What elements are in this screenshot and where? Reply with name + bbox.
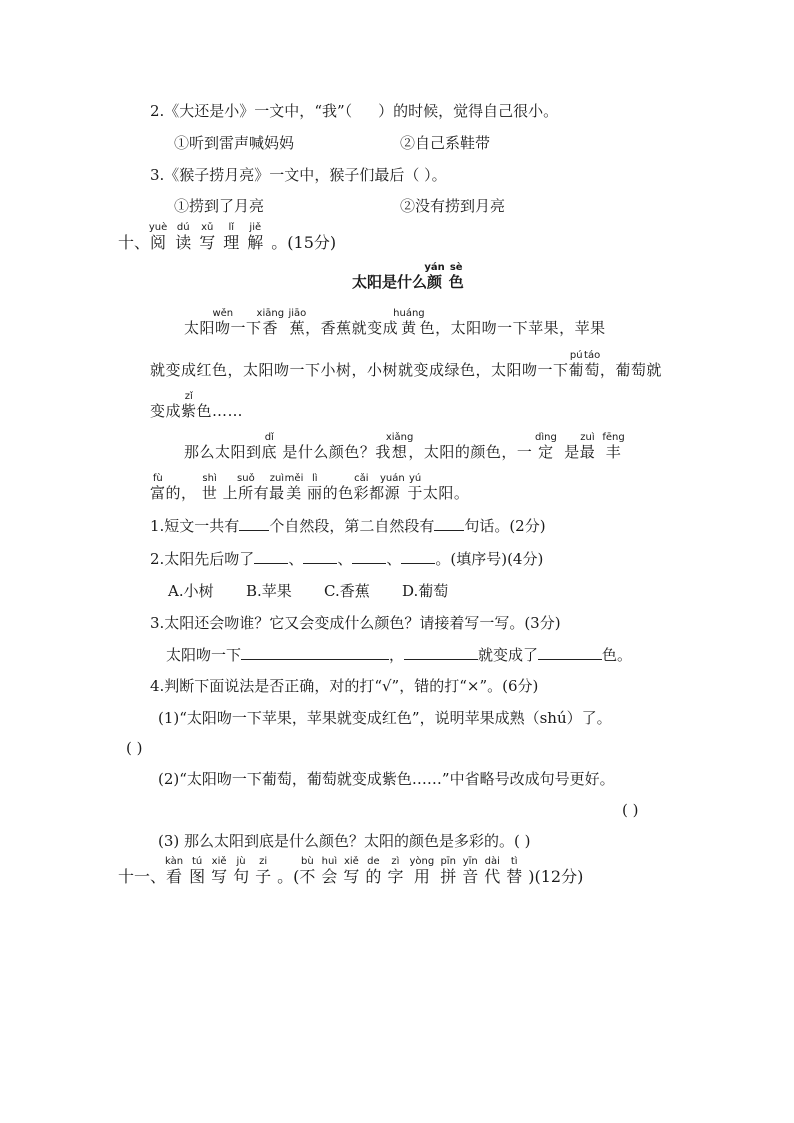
answer-blank[interactable] [352, 549, 386, 564]
pinyin-char: 世shì [201, 473, 218, 502]
pinyin-char: 底dǐ [261, 432, 278, 461]
story-title: 太阳是什么颜yán色sè [352, 262, 464, 291]
pinyin-char: 彩cǎi [353, 473, 370, 502]
subquestion-3-stem: 3.太阳还会吻谁？它又会变成什么颜色？请接着写一写。(3分) [150, 614, 561, 632]
subquestion-2: 2.太阳先后吻了 、 、 、 。(填序号)(4分) [150, 550, 544, 568]
option-c: C.香蕉 [324, 582, 370, 600]
pinyin-char: 写xǔ [199, 222, 216, 252]
judgement-2-answer[interactable]: ( ) [622, 801, 639, 819]
question-3-options [174, 196, 505, 216]
pinyin-char: 句jù [233, 856, 250, 886]
pinyin-char: 色sè [448, 262, 464, 291]
pinyin-char: 的de [365, 856, 382, 886]
pinyin-char: 美měi [284, 473, 304, 502]
pinyin-char: 替tì [506, 856, 523, 886]
pinyin-char: 拼pīn [440, 856, 457, 886]
story-paragraph-1-line-2: 就变成红色，太阳吻一下小树，小树就变成绿色，太阳吻一下葡pú萄táo，葡萄就 [150, 350, 662, 379]
subquestion-3-fill: 太阳吻一下 ， 就变成了 色。 [166, 646, 633, 664]
story-paragraph-2-line-1: 那么太阳到底dǐ 是什么颜色？我想xiǎng，太阳的颜色，一 定dìng 是最zuì 丰fēng [184, 432, 625, 461]
pinyin-char: 所suǒ [237, 473, 255, 502]
section-10-heading: 十、阅yuè读dú写xǔ理lǐ解jiě。(15分) [118, 222, 337, 252]
subquestion-1: 1.短文一共有 个自然段，第二自然段有 句话。(2分) [150, 517, 546, 535]
answer-blank[interactable] [254, 549, 288, 564]
pinyin-char: 吻wěn [212, 308, 234, 337]
pinyin-char: 富fù [150, 473, 166, 502]
pinyin-char: 黄huáng [393, 308, 425, 337]
pinyin-char: 定dìng [535, 432, 557, 461]
option-b: B.苹果 [246, 582, 292, 600]
q2-option-2: ②自己系鞋带 [400, 134, 491, 152]
subquestion-2-options [168, 581, 448, 601]
pinyin-char: 解jiě [247, 222, 264, 252]
story-paragraph-2-line-2: 富fù的， 世shì 上所suǒ有最zuì美měi 丽lì的色彩cǎi都源yuán 于yú太阳。 [150, 473, 470, 502]
pinyin-char: 紫zǐ [181, 391, 197, 420]
pinyin-char: 读dú [175, 222, 192, 252]
pinyin-char: 子zi [255, 856, 272, 886]
pinyin-char: 会huì [321, 856, 338, 886]
pinyin-char: 阅yuè [148, 222, 168, 252]
story-paragraph-1-line-1: 太阳吻wěn一下香xiāng 蕉jiāo，香蕉就变成黄huáng色，太阳吻一下苹果，苹果 [184, 308, 606, 337]
pinyin-char: 于yú [407, 473, 423, 502]
pinyin-char: 音yīn [462, 856, 479, 886]
pinyin-char: 字zì [387, 856, 404, 886]
pinyin-char: 不bù [299, 856, 316, 886]
pinyin-char: 想xiǎng [385, 432, 414, 461]
pinyin-char: 用yòng [409, 856, 435, 886]
pinyin-char: 源yuán [380, 473, 405, 502]
pinyin-char: 萄táo [584, 350, 601, 379]
pinyin-char: 蕉jiāo [288, 308, 307, 337]
pinyin-char: 理lǐ [223, 222, 240, 252]
pinyin-char: 看kàn [164, 856, 184, 886]
pinyin-char: 香xiāng [256, 308, 285, 337]
judgement-1: (1)“太阳吻一下苹果，苹果就变成红色”，说明苹果成熟（shú）了。 [158, 709, 612, 727]
pinyin-char: 葡pú [568, 350, 585, 379]
question-3-stem: 3.《猴子捞月亮》一文中，猴子们最后（ ）。 [150, 166, 447, 184]
answer-blank[interactable] [538, 645, 602, 660]
subquestion-4-stem: 4.判断下面说法是否正确，对的打“√”，错的打“×”。(6分) [150, 677, 539, 695]
judgement-1-answer[interactable]: ( ) [126, 739, 143, 757]
q3-option-2: ②没有捞到月亮 [400, 197, 506, 215]
story-paragraph-1-line-3: 变成紫zǐ色…… [150, 391, 244, 420]
answer-blank[interactable] [404, 645, 478, 660]
pinyin-char: 代dài [484, 856, 501, 886]
q2-option-1: ①听到雷声喊妈妈 [174, 134, 295, 152]
pinyin-char: 写xiě [211, 856, 228, 886]
pinyin-char: 丰fēng [602, 432, 625, 461]
answer-blank[interactable] [241, 645, 389, 660]
answer-blank[interactable] [401, 549, 435, 564]
section-11-heading: 十一、看kàn图tú写xiě句jù子zi。(不bù会huì写xiě的de字zì用yòng拼pīn音yīn代dài替tì)(12分) [118, 856, 584, 886]
pinyin-char: 最zuì [579, 432, 596, 461]
judgement-3: (3) 那么太阳到底是什么颜色？太阳的颜色是多彩的。( ) [158, 832, 531, 850]
pinyin-char: 丽lì [307, 473, 323, 502]
judgement-2: (2)“太阳吻一下葡萄，葡萄就变成紫色……”中省略号改成句号更好。 [158, 770, 615, 788]
pinyin-char: 写xiě [343, 856, 360, 886]
question-2-stem: 2.《大还是小》一文中，“我”（ ）的时候，觉得自己很小。 [150, 102, 559, 120]
answer-blank[interactable] [434, 516, 464, 531]
pinyin-char: 颜yán [424, 262, 445, 291]
option-a: A.小树 [168, 582, 214, 600]
answer-blank[interactable] [303, 549, 337, 564]
question-2-options [174, 133, 490, 153]
option-d: D.葡萄 [402, 582, 449, 600]
answer-blank[interactable] [239, 516, 269, 531]
pinyin-char: 图tú [189, 856, 206, 886]
q3-option-1: ①捞到了月亮 [174, 197, 265, 215]
pinyin-char: 最zuì [269, 473, 285, 502]
